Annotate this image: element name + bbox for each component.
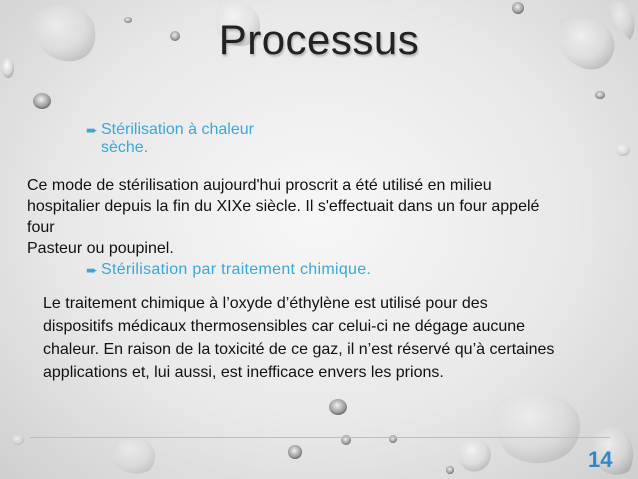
bullet-chemical-sterilization	[86, 261, 521, 279]
dry-heat-paragraph	[27, 175, 617, 259]
bullet-line: sèche.	[101, 139, 149, 156]
bullet-line: Stérilisation à chaleur	[101, 121, 254, 138]
paragraph-line: Pasteur ou poupinel.	[27, 240, 174, 257]
paragraph-line: dispositifs médicaux thermosensibles car celui-ci ne dégage aucune	[43, 318, 526, 335]
paragraph-line: applications et, lui aussi, est inefficace envers les prions.	[43, 364, 444, 381]
bullet-line: Stérilisation par traitement chimique.	[101, 261, 372, 278]
page-number: 14	[588, 447, 613, 472]
paragraph-line: four	[27, 219, 55, 236]
footer-divider	[30, 437, 610, 438]
right-arrow-icon: ➨	[86, 122, 98, 138]
chemical-treatment-paragraph	[43, 292, 633, 384]
paragraph-line: hospitalier depuis la fin du XIXe siècle. Il s'effectuait dans un four appelé	[27, 198, 540, 215]
paragraph-line: Ce mode de stérilisation aujourd'hui proscrit a été utilisé en milieu	[27, 177, 492, 194]
right-arrow-icon: ➨	[86, 262, 99, 278]
paragraph-line: chaleur. En raison de la toxicité de ce gaz, il n’est réservé qu’à certaines	[43, 341, 555, 358]
bullet-dry-heat-sterilization	[86, 121, 301, 157]
slide-title: Processus	[218, 16, 420, 63]
paragraph-line: Le traitement chimique à l’oxyde d’éthylène est utilisé pour des	[43, 295, 488, 312]
